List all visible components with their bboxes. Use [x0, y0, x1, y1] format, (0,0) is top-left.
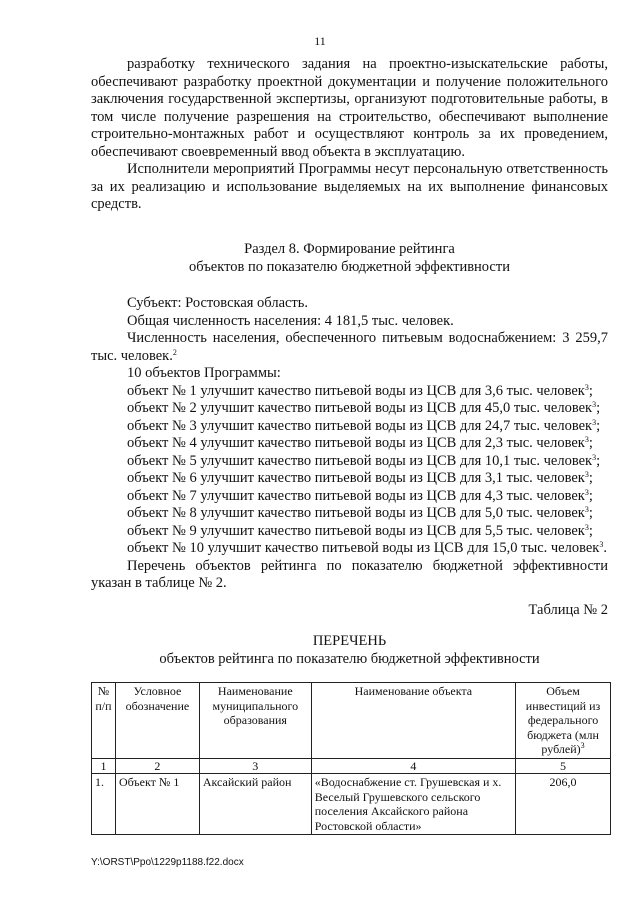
section-title-line2: объектов по показателю бюджетной эффективности [189, 258, 510, 275]
object-list-item [91, 470, 608, 488]
object-text: объект № 3 улучшит качество питьевой воды из ЦСВ для 24,7 тыс. человек [127, 417, 593, 434]
water-population-line [91, 330, 608, 365]
col-number: 5 [516, 758, 611, 774]
object-punctuation: ; [588, 522, 593, 539]
footer-file-path: Y:\ORST\Ppo\1229p1188.f22.docx [91, 857, 244, 868]
object-list-item [91, 523, 608, 541]
object-text: объект № 4 улучшит качество питьевой воды из ЦСВ для 2,3 тыс. человек [127, 435, 585, 451]
object-list-item [91, 540, 608, 558]
object-list-item [91, 383, 608, 401]
object-punctuation: ; [596, 452, 601, 469]
object-list-item [91, 418, 608, 436]
cell-designation: Объект № 1 [115, 774, 199, 835]
cell-object-name: «Водоснабжение ст. Грушевская и х. Веселый Грушевского сельского поселения Аксайского района Ростовской области» [311, 774, 515, 835]
table-header-row [92, 683, 611, 759]
footnote-mark: 3 [592, 452, 597, 462]
object-punctuation: ; [588, 435, 593, 451]
col-number: 3 [199, 758, 311, 774]
footnote-mark: 3 [584, 522, 589, 532]
object-punctuation: ; [588, 487, 593, 504]
footnote-mark: 3 [592, 400, 597, 409]
object-text: объект № 9 улучшит качество питьевой воды из ЦСВ для 5,5 тыс. человек [127, 522, 585, 539]
object-list-item [91, 453, 608, 471]
object-punctuation: ; [596, 417, 601, 434]
table-heading [91, 633, 608, 668]
object-list-item [91, 505, 608, 523]
col-number: 2 [115, 758, 199, 774]
object-text: объект № 1 улучшит качество питьевой воды из ЦСВ для 3,6 тыс. человек [127, 382, 585, 399]
object-text: объект № 7 улучшит качество питьевой воды из ЦСВ для 4,3 тыс. человек [127, 487, 585, 504]
footnote-mark: 3 [599, 540, 604, 549]
footnote-mark: 2 [172, 347, 177, 357]
object-punctuation: ; [596, 400, 601, 416]
object-punctuation: ; [588, 382, 593, 399]
footnote-mark: 3 [580, 741, 585, 750]
population-line: Общая численность населения: 4 181,5 тыс. человек. [127, 312, 454, 329]
col-number: 1 [92, 758, 116, 774]
cell-municipality: Аксайский район [199, 774, 311, 835]
object-text: объект № 10 улучшит качество питьевой воды из ЦСВ для 15,0 тыс. человек [127, 540, 600, 556]
list-statement: Перечень объектов рейтинга по показателю бюджетной эффективности указан в таблице № 2. [91, 557, 608, 591]
table-label: Таблица № 2 [528, 602, 608, 618]
header-designation: Условное обозначение [115, 683, 199, 759]
water-population-text: Численность населения, обеспеченного питьевым водоснабжением: 3 259,7 тыс. человек. [91, 330, 608, 364]
intro-paragraph: разработку технического задания на проектно-изыскательские работы, обеспечивают разработку проектной документации и получение положительного заключения государственной экспертизы, организуют подготовительные работы, в том числе получение разрешения на строительство, обеспечивают выполнение строительно-монтажных работ и осуществляют контроль за их проведением, обеспечивают своевременный ввод объекта в эксплуатацию. [91, 56, 608, 160]
objects-list [91, 383, 608, 558]
object-text: объект № 6 улучшит качество питьевой воды из ЦСВ для 3,1 тыс. человек [127, 470, 585, 486]
table-subtitle: объектов рейтинга по показателю бюджетной эффективности [159, 650, 540, 667]
rating-section [91, 295, 608, 593]
object-list-item [91, 435, 608, 453]
table-title: ПЕРЕЧЕНЬ [312, 633, 387, 649]
table-column-numbers [92, 758, 611, 774]
header-investment [516, 683, 611, 759]
cell-investment: 206,0 [516, 774, 611, 835]
footnote-mark: 3 [584, 487, 589, 497]
section-title [91, 241, 608, 276]
section-title-line1: Раздел 8. Формирование рейтинга [244, 241, 455, 257]
footnote-mark: 3 [584, 470, 589, 479]
object-punctuation: ; [588, 505, 593, 521]
footnote-mark: 3 [584, 435, 589, 444]
col-number: 4 [311, 758, 515, 774]
object-punctuation: ; [588, 470, 593, 486]
table-row [92, 774, 611, 835]
header-object-name: Наименование объекта [311, 683, 515, 759]
objects-table [91, 682, 611, 835]
footnote-mark: 3 [584, 382, 589, 392]
body-text [91, 56, 608, 214]
object-text: объект № 8 улучшит качество питьевой воды из ЦСВ для 5,0 тыс. человек [127, 505, 585, 521]
object-punctuation: . [603, 540, 607, 556]
object-text: объект № 2 улучшит качество питьевой воды из ЦСВ для 45,0 тыс. человек [127, 400, 593, 416]
object-list-item [91, 400, 608, 418]
header-investment-text: Объем инвестиций из федерального бюджета (млн рублей) [525, 684, 601, 756]
subject-line: Субъект: Ростовская область. [127, 295, 309, 311]
header-number: № п/п [92, 683, 116, 759]
footnote-mark: 3 [592, 417, 597, 427]
objects-intro: 10 объектов Программы: [127, 365, 281, 381]
object-text: объект № 5 улучшит качество питьевой воды из ЦСВ для 10,1 тыс. человек [127, 452, 593, 469]
header-municipality: Наименование муниципального образования [199, 683, 311, 759]
footnote-mark: 3 [584, 505, 589, 514]
object-list-item [91, 488, 608, 506]
page-number: 11 [314, 34, 326, 48]
cell-number: 1. [92, 774, 116, 835]
responsibility-paragraph: Исполнители мероприятий Программы несут персональную ответственность за их реализацию и использование выделяемых на их выполнение финансовых средств. [91, 161, 608, 212]
